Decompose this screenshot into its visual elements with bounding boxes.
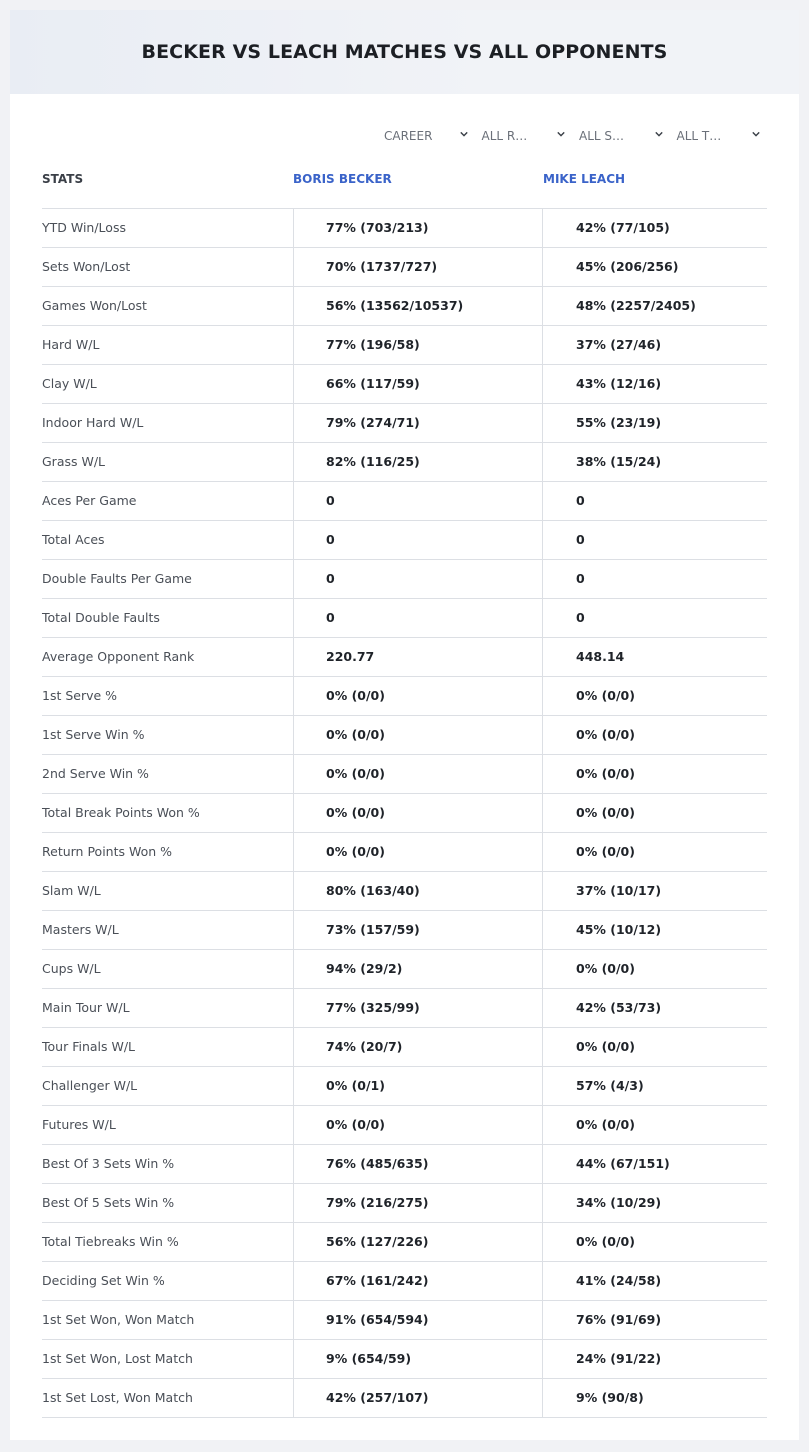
stat-label: Slam W/L bbox=[42, 883, 101, 898]
stat-label: 1st Set Won, Won Match bbox=[42, 1312, 195, 1327]
table-row bbox=[42, 1028, 767, 1067]
player2-value: 42% (53/73) bbox=[542, 989, 767, 1027]
player2-value: 45% (206/256) bbox=[542, 248, 767, 286]
player2-value: 0% (0/0) bbox=[542, 950, 767, 988]
surface-filter-value: ALL S… bbox=[579, 129, 625, 143]
player2-value: 0 bbox=[542, 560, 767, 598]
table-row bbox=[42, 1223, 767, 1262]
player2-value: 0 bbox=[542, 599, 767, 637]
player2-value: 0 bbox=[542, 482, 767, 520]
table-row bbox=[42, 833, 767, 872]
stat-label: Total Tiebreaks Win % bbox=[42, 1234, 179, 1249]
player2-value: 45% (10/12) bbox=[542, 911, 767, 949]
table-row bbox=[42, 1262, 767, 1301]
player1-value: 0% (0/0) bbox=[293, 794, 542, 832]
stat-label: Average Opponent Rank bbox=[42, 649, 195, 664]
player2-value: 55% (23/19) bbox=[542, 404, 767, 442]
period-filter-value: CAREER bbox=[384, 129, 433, 143]
stat-label: Total Break Points Won % bbox=[42, 805, 200, 820]
player1-value: 91% (654/594) bbox=[293, 1301, 542, 1339]
stats-card bbox=[10, 10, 799, 1440]
player1-value: 76% (485/635) bbox=[293, 1145, 542, 1183]
stat-label: Clay W/L bbox=[42, 376, 97, 391]
player1-value: 0% (0/0) bbox=[293, 677, 542, 715]
player1-value: 42% (257/107) bbox=[293, 1379, 542, 1417]
surface-filter-select[interactable] bbox=[575, 124, 673, 148]
player1-value: 0 bbox=[293, 482, 542, 520]
player2-value: 448.14 bbox=[542, 638, 767, 676]
table-row bbox=[42, 911, 767, 950]
player1-value: 77% (325/99) bbox=[293, 989, 542, 1027]
stats-column-header: STATS bbox=[42, 172, 84, 186]
stat-label: Aces Per Game bbox=[42, 493, 137, 508]
player2-value: 44% (67/151) bbox=[542, 1145, 767, 1183]
player1-value: 0 bbox=[293, 560, 542, 598]
player2-value: 0% (0/0) bbox=[542, 833, 767, 871]
player1-value: 220.77 bbox=[293, 638, 542, 676]
stat-label: Best Of 5 Sets Win % bbox=[42, 1195, 175, 1210]
round-filter-select[interactable] bbox=[478, 124, 576, 148]
stats-table bbox=[42, 208, 767, 1418]
player1-link[interactable]: BORIS BECKER bbox=[293, 172, 392, 186]
player2-value: 38% (15/24) bbox=[542, 443, 767, 481]
player2-value: 41% (24/58) bbox=[542, 1262, 767, 1300]
stat-label: Best Of 3 Sets Win % bbox=[42, 1156, 175, 1171]
table-row bbox=[42, 560, 767, 599]
player2-value: 0% (0/0) bbox=[542, 1223, 767, 1261]
page-title: BECKER VS LEACH MATCHES VS ALL OPPONENTS bbox=[141, 41, 668, 63]
stat-label: Indoor Hard W/L bbox=[42, 415, 144, 430]
chevron-down-icon bbox=[557, 130, 565, 138]
table-row bbox=[42, 404, 767, 443]
player2-value: 34% (10/29) bbox=[542, 1184, 767, 1222]
filter-bar bbox=[380, 124, 770, 148]
player2-value: 42% (77/105) bbox=[542, 209, 767, 247]
player1-value: 9% (654/59) bbox=[293, 1340, 542, 1378]
player1-value: 0% (0/0) bbox=[293, 755, 542, 793]
table-row bbox=[42, 443, 767, 482]
stat-label: Games Won/Lost bbox=[42, 298, 147, 313]
table-row bbox=[42, 287, 767, 326]
player2-value: 0% (0/0) bbox=[542, 677, 767, 715]
player1-value: 0 bbox=[293, 521, 542, 559]
table-row bbox=[42, 521, 767, 560]
player1-value: 73% (157/59) bbox=[293, 911, 542, 949]
table-header bbox=[42, 170, 767, 208]
player1-value: 0 bbox=[293, 599, 542, 637]
stat-label: Total Double Faults bbox=[42, 610, 160, 625]
chevron-down-icon bbox=[460, 130, 468, 138]
stat-label: Futures W/L bbox=[42, 1117, 116, 1132]
player1-value: 77% (703/213) bbox=[293, 209, 542, 247]
stat-label: 2nd Serve Win % bbox=[42, 766, 149, 781]
player1-value: 56% (13562/10537) bbox=[293, 287, 542, 325]
player2-value: 24% (91/22) bbox=[542, 1340, 767, 1378]
chevron-down-icon bbox=[752, 130, 760, 138]
player1-value: 0% (0/1) bbox=[293, 1067, 542, 1105]
stat-label: Grass W/L bbox=[42, 454, 106, 469]
player1-value: 82% (116/25) bbox=[293, 443, 542, 481]
player2-value: 0 bbox=[542, 521, 767, 559]
table-row bbox=[42, 482, 767, 521]
table-row bbox=[42, 755, 767, 794]
table-row bbox=[42, 1145, 767, 1184]
player2-value: 0% (0/0) bbox=[542, 794, 767, 832]
table-row bbox=[42, 1379, 767, 1418]
player2-value: 0% (0/0) bbox=[542, 716, 767, 754]
player1-value: 79% (216/275) bbox=[293, 1184, 542, 1222]
stat-label: Challenger W/L bbox=[42, 1078, 138, 1093]
table-row bbox=[42, 638, 767, 677]
table-row bbox=[42, 1340, 767, 1379]
table-row bbox=[42, 716, 767, 755]
player2-value: 37% (27/46) bbox=[542, 326, 767, 364]
player1-value: 70% (1737/727) bbox=[293, 248, 542, 286]
player1-value: 79% (274/71) bbox=[293, 404, 542, 442]
player2-value: 43% (12/16) bbox=[542, 365, 767, 403]
player2-link[interactable]: MIKE LEACH bbox=[543, 172, 626, 186]
player1-value: 56% (127/226) bbox=[293, 1223, 542, 1261]
stat-label: Masters W/L bbox=[42, 922, 119, 937]
player2-value: 57% (4/3) bbox=[542, 1067, 767, 1105]
player1-value: 94% (29/2) bbox=[293, 950, 542, 988]
tournament-filter-value: ALL T… bbox=[676, 129, 722, 143]
table-row bbox=[42, 326, 767, 365]
stat-label: Cups W/L bbox=[42, 961, 101, 976]
player1-value: 0% (0/0) bbox=[293, 716, 542, 754]
table-row bbox=[42, 1067, 767, 1106]
player2-value: 48% (2257/2405) bbox=[542, 287, 767, 325]
period-filter-select[interactable] bbox=[380, 124, 478, 148]
player2-value: 0% (0/0) bbox=[542, 1106, 767, 1144]
table-row bbox=[42, 950, 767, 989]
player1-value: 80% (163/40) bbox=[293, 872, 542, 910]
player1-value: 0% (0/0) bbox=[293, 1106, 542, 1144]
table-row bbox=[42, 209, 767, 248]
player1-value: 66% (117/59) bbox=[293, 365, 542, 403]
stat-label: 1st Set Lost, Won Match bbox=[42, 1390, 193, 1405]
table-row bbox=[42, 1184, 767, 1223]
table-row bbox=[42, 794, 767, 833]
stat-label: Tour Finals W/L bbox=[42, 1039, 136, 1054]
table-row bbox=[42, 1301, 767, 1340]
stat-label: 1st Set Won, Lost Match bbox=[42, 1351, 193, 1366]
player2-value: 9% (90/8) bbox=[542, 1379, 767, 1417]
table-row bbox=[42, 1106, 767, 1145]
stat-label: 1st Serve Win % bbox=[42, 727, 145, 742]
stat-label: Double Faults Per Game bbox=[42, 571, 192, 586]
player2-value: 0% (0/0) bbox=[542, 755, 767, 793]
round-filter-value: ALL R… bbox=[481, 129, 528, 143]
stat-label: Hard W/L bbox=[42, 337, 100, 352]
stat-label: 1st Serve % bbox=[42, 688, 118, 703]
tournament-filter-select[interactable] bbox=[673, 124, 771, 148]
table-row bbox=[42, 989, 767, 1028]
table-row bbox=[42, 677, 767, 716]
table-row bbox=[42, 365, 767, 404]
player1-value: 74% (20/7) bbox=[293, 1028, 542, 1066]
stat-label: Sets Won/Lost bbox=[42, 259, 131, 274]
table-row bbox=[42, 248, 767, 287]
table-row bbox=[42, 599, 767, 638]
card-header bbox=[10, 10, 799, 94]
chevron-down-icon bbox=[655, 130, 663, 138]
player1-value: 0% (0/0) bbox=[293, 833, 542, 871]
stat-label: Return Points Won % bbox=[42, 844, 173, 859]
table-row bbox=[42, 872, 767, 911]
player1-value: 67% (161/242) bbox=[293, 1262, 542, 1300]
stat-label: Main Tour W/L bbox=[42, 1000, 130, 1015]
player2-value: 37% (10/17) bbox=[542, 872, 767, 910]
stat-label: Deciding Set Win % bbox=[42, 1273, 165, 1288]
player2-value: 0% (0/0) bbox=[542, 1028, 767, 1066]
player1-value: 77% (196/58) bbox=[293, 326, 542, 364]
stat-label: YTD Win/Loss bbox=[42, 220, 126, 235]
player2-value: 76% (91/69) bbox=[542, 1301, 767, 1339]
stat-label: Total Aces bbox=[42, 532, 105, 547]
